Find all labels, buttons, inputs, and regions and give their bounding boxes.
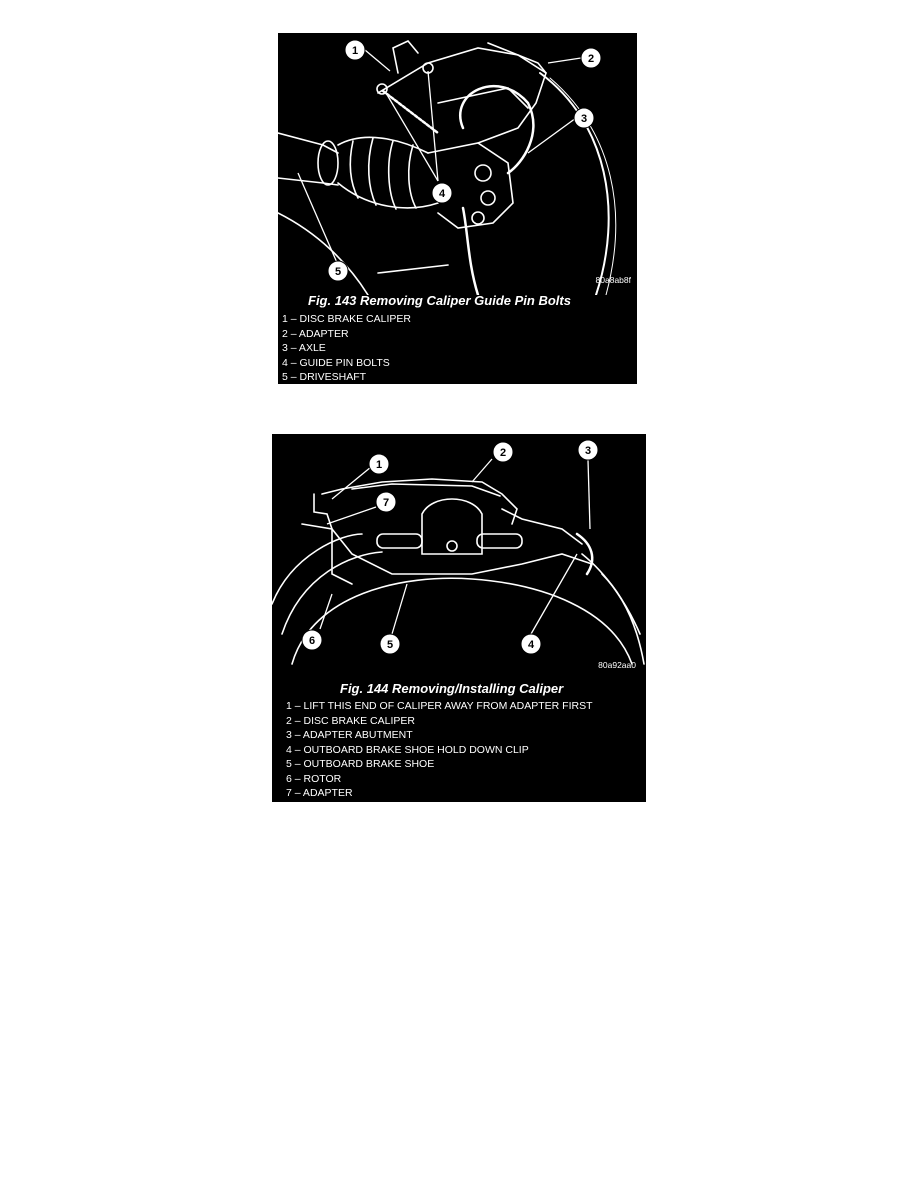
callout-6-fig144: [302, 630, 322, 650]
legend-item: 4 – GUIDE PIN BOLTS: [282, 356, 390, 369]
callout-5-fig144: [380, 634, 400, 654]
legend-item: 3 – AXLE: [282, 342, 326, 354]
callout-1-fig144: [369, 454, 389, 474]
svg-text:4: 4: [438, 188, 446, 200]
figure-title: Fig. 144 Removing/Installing Caliper: [340, 681, 564, 696]
svg-text:1: 1: [351, 45, 359, 57]
callout-3-fig144: [578, 440, 598, 460]
callout-2-fig143: [581, 48, 601, 68]
callout-7-fig144: [376, 492, 396, 512]
legend-item: 5 – DRIVESHAFT: [282, 371, 367, 383]
callout-4-fig143: [432, 183, 452, 203]
svg-text:3: 3: [580, 113, 588, 125]
svg-text:5: 5: [386, 639, 394, 651]
legend-item: 1 – LIFT THIS END OF CALIPER AWAY FROM ADAPTER FIRST: [286, 700, 593, 712]
legend-item: 1 – DISC BRAKE CALIPER: [282, 313, 411, 325]
callout-2-fig144: [493, 442, 513, 462]
figure-title: Fig. 143 Removing Caliper Guide Pin Bolts: [308, 293, 571, 308]
svg-text:1: 1: [375, 459, 383, 471]
callout-3-fig143: [574, 108, 594, 128]
svg-text:6: 6: [308, 635, 316, 647]
legend-item: 5 – OUTBOARD BRAKE SHOE: [286, 758, 435, 770]
removing-installing-caliper-illustration: [272, 434, 646, 676]
svg-text:5: 5: [334, 266, 342, 278]
figure-legend: [286, 699, 593, 801]
callout-4-fig144: [521, 634, 541, 654]
legend-item: 3 – ADAPTER ABUTMENT: [286, 729, 413, 741]
legend-item: 7 – ADAPTER: [286, 787, 353, 799]
figure-143: [278, 33, 637, 384]
figure-legend: [282, 312, 411, 384]
legend-item: 2 – DISC BRAKE CALIPER: [286, 714, 415, 727]
legend-item: 4 – OUTBOARD BRAKE SHOE HOLD DOWN CLIP: [286, 743, 529, 756]
svg-text:3: 3: [584, 445, 592, 457]
svg-text:2: 2: [587, 53, 595, 65]
svg-text:4: 4: [527, 639, 535, 651]
svg-text:2: 2: [499, 447, 507, 459]
figure-code: 80a8ab8f: [595, 275, 631, 285]
callout-5-fig143: [328, 261, 348, 281]
figure-code: 80a92aa0: [598, 660, 636, 670]
legend-item: 6 – ROTOR: [286, 772, 342, 785]
caliper-guide-pin-illustration: [278, 33, 637, 295]
callout-1-fig143: [345, 40, 365, 60]
svg-text:7: 7: [382, 497, 390, 509]
legend-item: 2 – ADAPTER: [282, 327, 349, 340]
figure-144: [272, 434, 646, 802]
